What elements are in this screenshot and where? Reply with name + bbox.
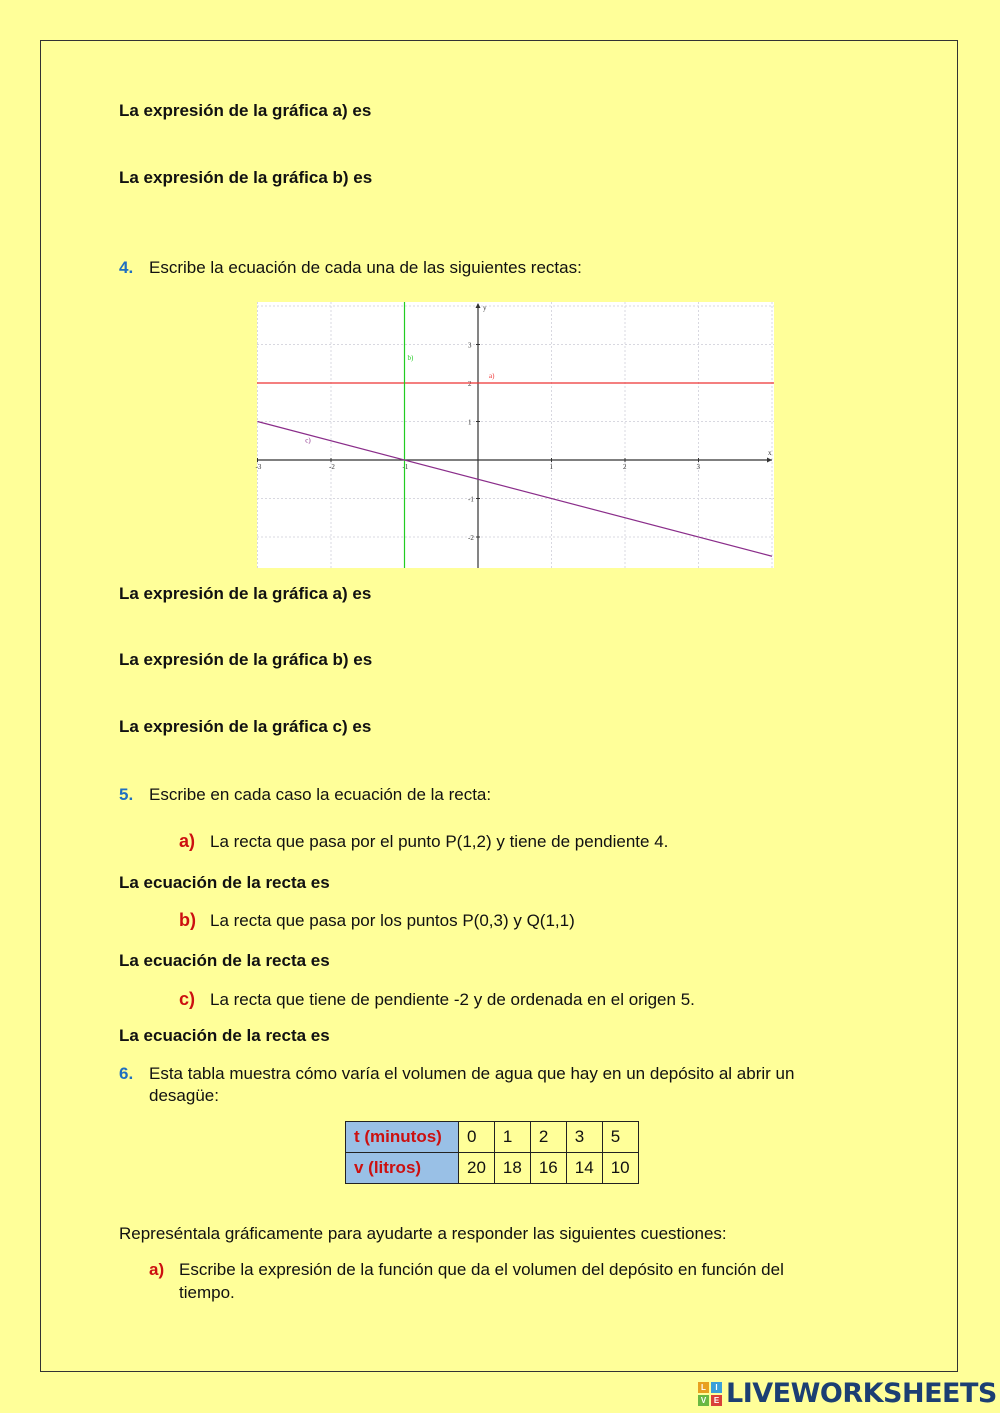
table-row [346,1153,639,1184]
y-tick-label: -1 [468,495,474,504]
table-cell: 3 [566,1122,602,1153]
q5-answer-a: La ecuación de la recta es [119,873,330,892]
table-cell: 2 [530,1122,566,1153]
y-axis-label: y [483,304,487,312]
line-c [255,422,773,557]
line-c-label: c) [305,436,311,445]
q6-a-line1: Escribe la expresión de la función que da el volumen del depósito en función del [179,1260,784,1279]
y-axis-arrow [476,303,481,308]
q6-a-letter: a) [149,1260,165,1279]
brand-wordmark: LIVEWORKSHEETS [726,1378,997,1409]
logo-letter: V [698,1395,709,1406]
table-cell: 18 [494,1153,530,1184]
logo-letter: I [711,1382,722,1393]
line-a-label: a) [489,372,495,380]
y-tick-label: 3 [468,341,472,350]
prev-answer-b: La expresión de la gráfica b) es [119,168,373,187]
lines-graph [257,302,774,568]
prev-answer-a: La expresión de la gráfica a) es [119,101,372,120]
y-tick-label: 2 [468,380,472,388]
q5-text: Escribe en cada caso la ecuación de la recta: [149,785,492,804]
q6-text-line1: Esta tabla muestra cómo varía el volumen de agua que hay en un depósito al abrir un [149,1064,795,1083]
q5-b-letter: b) [179,910,196,930]
y-tick-label: -2 [468,534,474,542]
q5-a-text: La recta que pasa por el punto P(1,2) y tiene de pendiente 4. [210,832,669,851]
logo-letter: L [698,1382,709,1393]
table-cell: 16 [530,1153,566,1184]
x-tick-label: 3 [696,463,700,471]
table-cell: 10 [602,1153,638,1184]
logo-letter: E [711,1395,722,1406]
table-cell: 1 [494,1122,530,1153]
x-tick-label: -2 [329,463,335,471]
x-tick-label: 1 [549,463,553,471]
table-header-volume: v (litros) [346,1153,459,1184]
table-row [346,1122,639,1153]
q5-c-letter: c) [179,989,196,1009]
q4-answer-b: La expresión de la gráfica b) es [119,650,373,669]
x-axis-label: x [768,449,772,457]
table-cell: 0 [459,1122,495,1153]
q6-a-line2: tiempo. [179,1283,235,1302]
volume-table [345,1121,639,1184]
q6-number: 6. [119,1064,134,1083]
graph-svg [257,302,774,568]
table-cell: 14 [566,1153,602,1184]
q4-answer-c: La expresión de la gráfica c) es [119,717,372,736]
x-axis-arrow [767,458,772,463]
q5-answer-c: La ecuación de la recta es [119,1026,330,1045]
table-cell: 20 [459,1153,495,1184]
q6-text-line2: desagüe: [149,1086,219,1105]
q5-number: 5. [119,785,134,804]
table-cell: 5 [602,1122,638,1153]
q4-number: 4. [119,258,134,277]
x-tick-label: -1 [402,463,409,471]
y-tick-label: 1 [468,418,472,427]
brand-logo-icon [698,1382,722,1406]
x-tick-label: 2 [623,463,627,471]
x-tick-label: -3 [255,463,262,471]
q5-c-text: La recta que tiene de pendiente -2 y de ordenada en el origen 5. [210,990,695,1009]
q5-a-letter: a) [179,831,196,851]
q4-answer-a: La expresión de la gráfica a) es [119,584,372,603]
table-header-time: t (minutos) [346,1122,459,1153]
line-b-label: b) [407,353,414,362]
q5-answer-b: La ecuación de la recta es [119,951,330,970]
q6-instruction: Represéntala gráficamente para ayudarte a responder las siguientes cuestiones: [119,1224,727,1243]
liveworksheets-brand [698,1378,997,1409]
q4-text: Escribe la ecuación de cada una de las siguientes rectas: [149,258,582,277]
q5-b-text: La recta que pasa por los puntos P(0,3) y Q(1,1) [210,911,575,930]
